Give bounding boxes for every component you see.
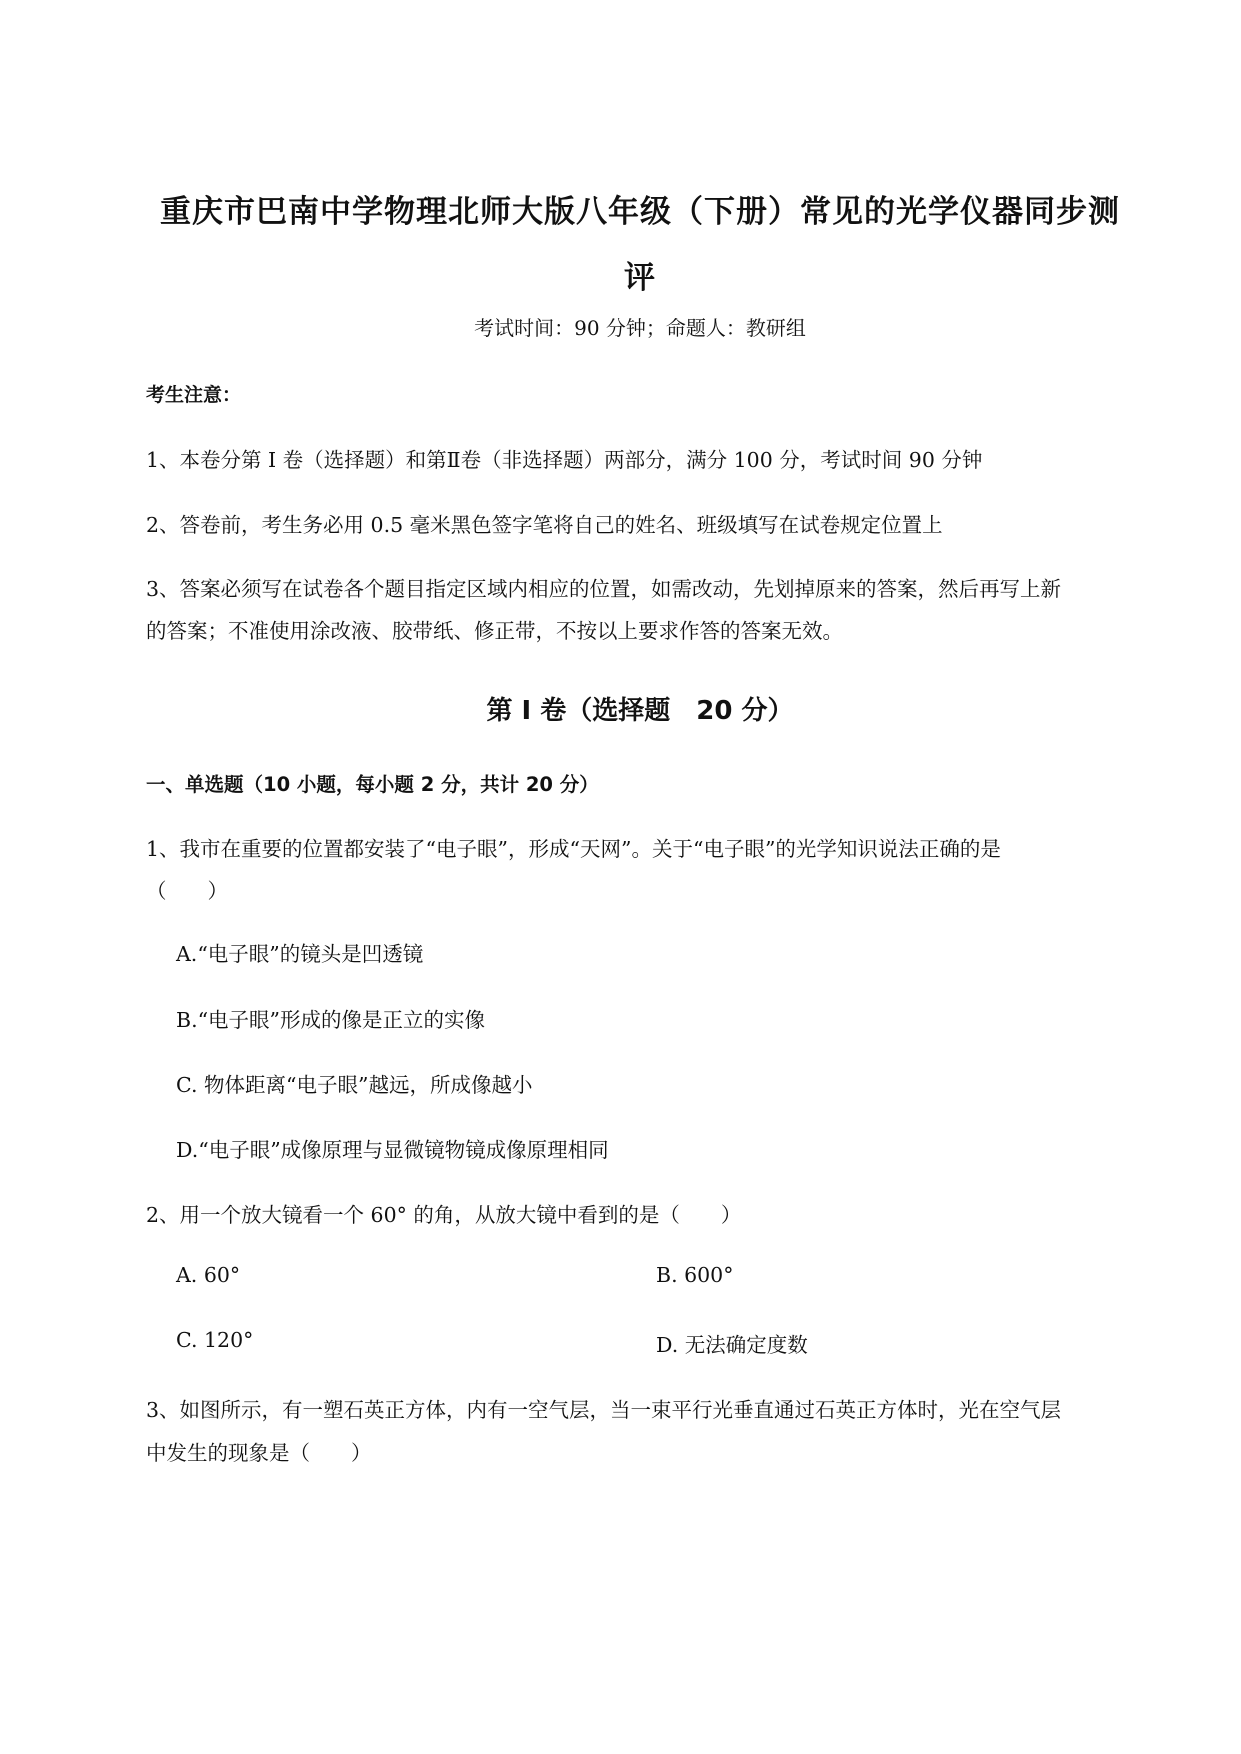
notice-item-3-line1: 3、答案必须写在试卷各个题目指定区域内相应的位置，如需改动，先划掉原来的答案，然后再写上新 — [146, 577, 1062, 601]
question-1-stem-line2: （ ） — [146, 879, 228, 903]
question-1-option-d: D.“电子眼”成像原理与显微镜物镜成像原理相同 — [176, 1138, 609, 1162]
question-3-stem-line2: 中发生的现象是（ ） — [146, 1441, 372, 1465]
notice-heading: 考生注意： — [146, 384, 242, 406]
question-2-stem: 2、用一个放大镜看一个 60° 的角，从放大镜中看到的是（ ） — [146, 1203, 742, 1227]
question-2-option-c: C. 120° — [176, 1328, 254, 1352]
question-2-option-a: A. 60° — [176, 1263, 241, 1287]
notice-item-2: 2、答卷前，考生务必用 0.5 毫米黑色签字笔将自己的姓名、班级填写在试卷规定位置上 — [146, 513, 943, 537]
question-2-option-b: B. 600° — [656, 1263, 734, 1287]
question-1-stem-line1: 1、我市在重要的位置都安装了“电子眼”，形成“天网”。关于“电子眼”的光学知识说法正确的是 — [146, 837, 1001, 861]
question-group-heading: 一、单选题（10 小题，每小题 2 分，共计 20 分） — [146, 773, 599, 796]
exam-title-line2: 评 — [624, 260, 656, 296]
question-1-option-c: C. 物体距离“电子眼”越远，所成像越小 — [176, 1073, 533, 1097]
notice-item-1: 1、本卷分第 I 卷（选择题）和第Ⅱ卷（非选择题）两部分，满分 100 分，考试时间 90 分钟 — [146, 448, 983, 472]
notice-item-3-line2: 的答案；不准使用涂改液、胶带纸、修正带，不按以上要求作答的答案无效。 — [146, 619, 843, 643]
question-1-option-a: A.“电子眼”的镜头是凹透镜 — [176, 942, 424, 966]
section-title: 第 I 卷（选择题 20 分） — [486, 696, 794, 726]
question-2-option-d: D. 无法确定度数 — [656, 1333, 808, 1357]
exam-meta: 考试时间：90 分钟；命题人：教研组 — [474, 316, 806, 340]
exam-title-line1: 重庆市巴南中学物理北师大版八年级（下册）常见的光学仪器同步测 — [160, 194, 1120, 230]
question-1-option-b: B.“电子眼”形成的像是正立的实像 — [176, 1008, 486, 1032]
question-3-stem-line1: 3、如图所示，有一塑石英正方体，内有一空气层，当一束平行光垂直通过石英正方体时，光在空气层 — [146, 1398, 1062, 1422]
